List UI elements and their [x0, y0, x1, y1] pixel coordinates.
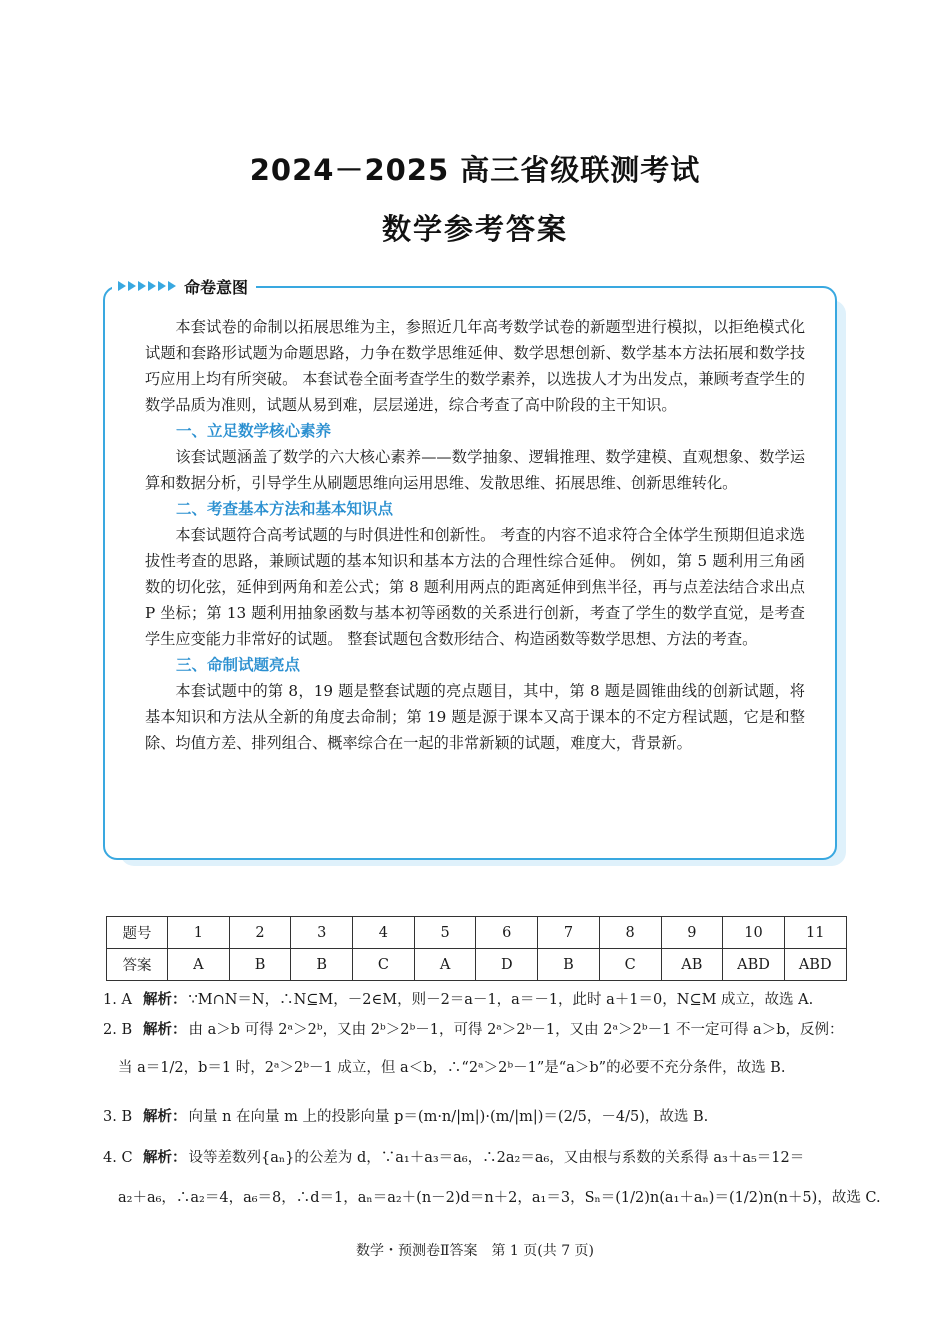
intent-intro: 本套试卷的命制以拓展思维为主，参照近几年高考数学试卷的新题型进行模拟，以拒绝模式化试题和套路形试题为命题思路，力争在数学思维延伸、数学思想创新、数学基本方法拓展和数学技巧应用上均有所突破。 本套试卷全面考查学生的数学素养，以选拔人才为出发点，兼顾考查学生的数学品质为准则，试题从易到难，层层递进，综合考查了高中阶段的主干知识。 — [145, 318, 805, 414]
solution-3 — [103, 1105, 853, 1126]
page-subtitle: 数学参考答案 — [381, 212, 568, 246]
table-cell: ABD — [723, 949, 785, 981]
answer-table-answer-row — [107, 949, 847, 981]
section-2-text: 本套试题符合高考试题的与时俱进性和创新性。 考查的内容不追求符合全体学生预期但追求选拔性考查的思路，兼顾试题的基本知识和基本方法的合理性综合延伸。 例如，第 5 题利用三角函数的切化弦，延伸到两角和差公式；第 8 题利用两点的距离延伸到焦半径，再与点差法结合求出点 P 坐标；第 13 题利用抽象函数与基本初等函数的关系进行创新，考查了学生的数学直觉，是考查学生应变能力非常好的试题。 整套试题包含数形结合、构造函数等数学思想、方法的考查。 — [145, 526, 805, 648]
solution-text: 当 a＝1/2，b＝1 时，2ᵃ＞2ᵇ－1 成立，但 a＜b，∴“2ᵃ＞2ᵇ－1”是“a＞b”的必要不充分条件，故选 B. — [118, 1060, 786, 1076]
solution-number: 4. C — [103, 1150, 133, 1166]
section-3-title: 三、命制试题亮点 — [176, 656, 301, 674]
answer-table — [106, 916, 847, 981]
table-cell: B — [291, 949, 353, 981]
table-cell: A — [168, 949, 230, 981]
solution-label: 解析： — [143, 992, 187, 1008]
table-header-answer: 答案 — [107, 949, 168, 981]
table-cell: 2 — [229, 917, 291, 949]
section-1-text: 该套试题涵盖了数学的六大核心素养——数学抽象、逻辑推理、数学建模、直观想象、数学运算和数据分析，引导学生从刷题思维向运用思维、发散思维、拓展思维、创新思维转化。 — [145, 448, 805, 492]
table-cell: A — [414, 949, 476, 981]
arrows-icon — [118, 281, 176, 291]
table-cell: 5 — [414, 917, 476, 949]
table-header-number: 题号 — [107, 917, 168, 949]
table-cell: 8 — [599, 917, 661, 949]
table-cell: 3 — [291, 917, 353, 949]
table-cell: B — [229, 949, 291, 981]
table-cell: 7 — [538, 917, 600, 949]
solution-text: 向量 n 在向量 m 上的投影向量 p＝(m·n/|m|)·(m/|m|)＝(2/5，－4/5)，故选 B. — [188, 1109, 709, 1125]
table-cell: 10 — [723, 917, 785, 949]
table-cell: 11 — [784, 917, 846, 949]
solution-text: 设等差数列{aₙ}的公差为 d，∵a₁＋a₃＝a₆，∴2a₂＝a₆，又由根与系数的关系得 a₃＋a₅＝12＝ — [188, 1150, 805, 1166]
table-cell: C — [599, 949, 661, 981]
section-2-title: 二、考查基本方法和基本知识点 — [176, 500, 394, 518]
intent-box-header — [112, 274, 256, 298]
solution-text: ∵M∩N＝N，∴N⊆M，－2∈M，则－2＝a－1，a＝－1，此时 a＋1＝0，N⊆M 成立，故选 A. — [188, 992, 814, 1008]
solution-text: a₂＋a₆，∴a₂＝4，a₆＝8，∴d＝1，aₙ＝a₂＋(n－2)d＝n＋2，a₁＝3，Sₙ＝(1/2)n(a₁＋aₙ)＝(1/2)n(n＋5)，故选 C. — [118, 1190, 881, 1206]
solution-1 — [103, 988, 853, 1009]
section-1-title: 一、立足数学核心素养 — [176, 422, 332, 440]
solution-label: 解析： — [143, 1150, 187, 1166]
table-cell: B — [538, 949, 600, 981]
solution-number: 3. B — [103, 1109, 133, 1125]
solution-label: 解析： — [143, 1109, 187, 1125]
intent-heading: 命卷意图 — [184, 277, 249, 297]
solution-2-continued — [103, 1056, 868, 1077]
table-cell: AB — [661, 949, 723, 981]
solution-number: 1. A — [103, 992, 132, 1008]
solution-2 — [103, 1018, 853, 1039]
table-cell: D — [476, 949, 538, 981]
solution-number: 2. B — [103, 1022, 133, 1038]
table-cell: 4 — [353, 917, 415, 949]
table-cell: 6 — [476, 917, 538, 949]
solution-4 — [103, 1146, 853, 1167]
table-cell: C — [353, 949, 415, 981]
page-title: 2024－2025 高三省级联测考试 — [249, 153, 701, 187]
intent-body — [145, 314, 805, 756]
table-cell: 1 — [168, 917, 230, 949]
section-3-text: 本套试题中的第 8，19 题是整套试题的亮点题目，其中，第 8 题是圆锥曲线的创新试题，将基本知识和方法从全新的角度去命制；第 19 题是源于课本又高于课本的不定方程试题，它是和整除、均值方差、排列组合、概率综合在一起的非常新颖的试题，难度大，背景新。 — [145, 682, 805, 752]
page-footer: 数学・预测卷Ⅱ答案 第 1 页(共 7 页) — [355, 1243, 595, 1259]
table-cell: ABD — [784, 949, 846, 981]
answer-table-number-row — [107, 917, 847, 949]
solution-label: 解析： — [143, 1022, 187, 1038]
solution-4-continued — [103, 1186, 881, 1207]
solution-text: 由 a＞b 可得 2ᵃ＞2ᵇ，又由 2ᵇ＞2ᵇ－1，可得 2ᵃ＞2ᵇ－1，又由 2ᵃ＞2ᵇ－1 不一定可得 a＞b，反例： — [188, 1022, 844, 1038]
table-cell: 9 — [661, 917, 723, 949]
